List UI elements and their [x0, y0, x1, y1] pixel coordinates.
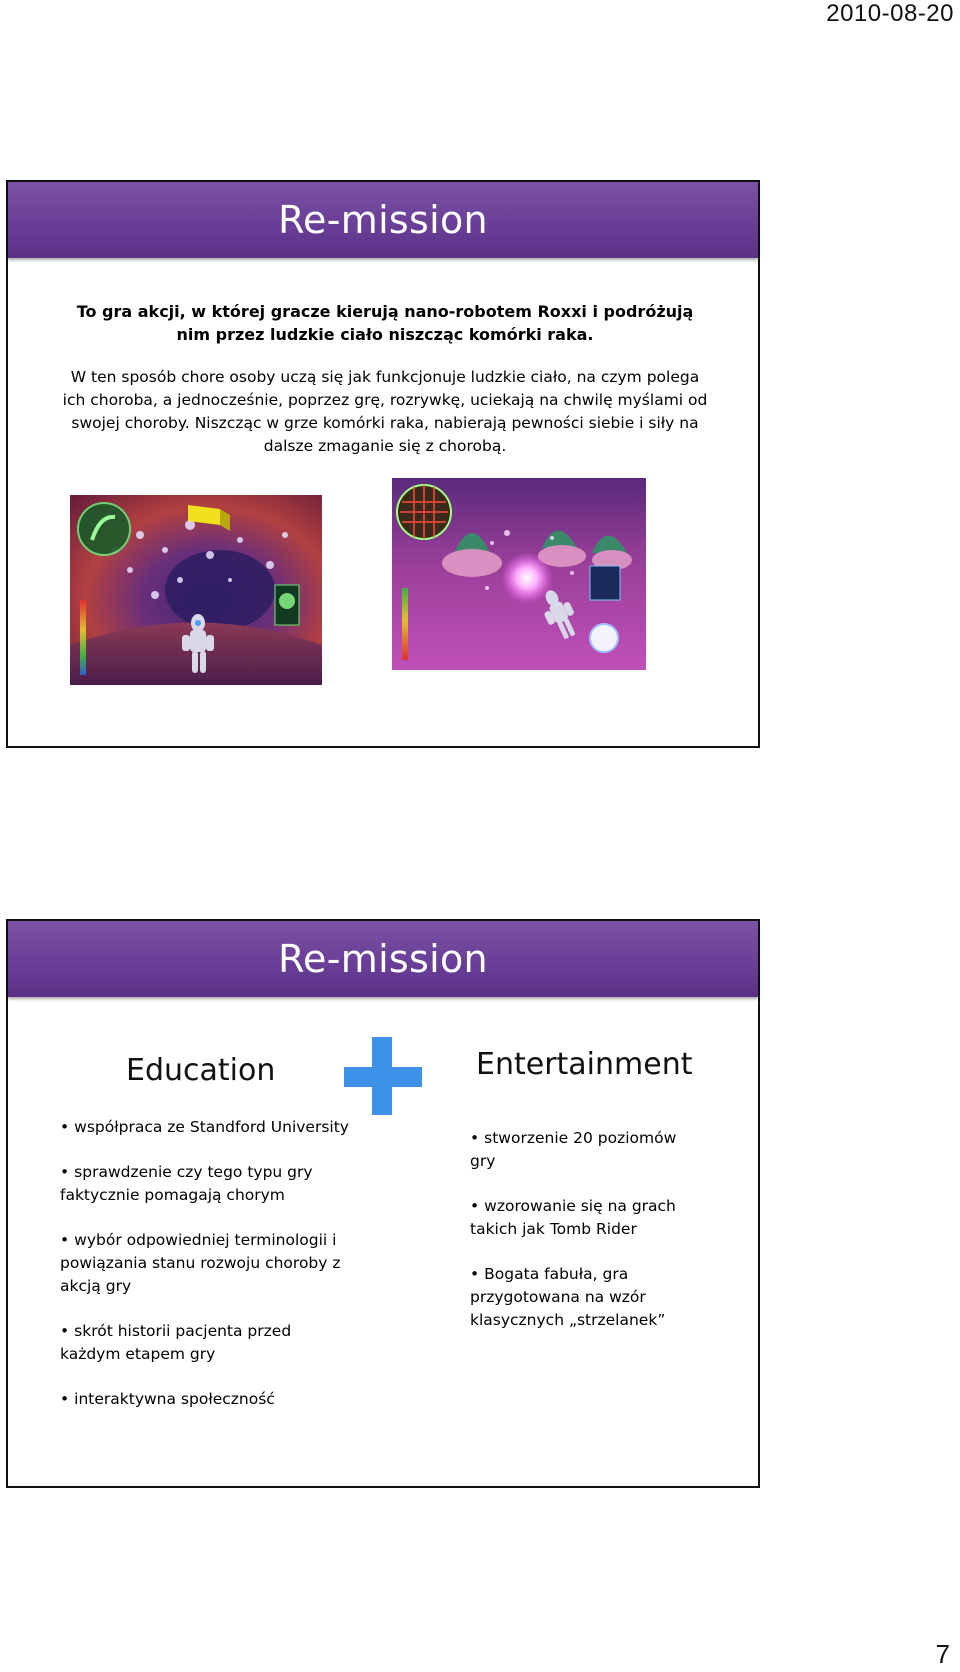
game-screenshot-2	[392, 478, 646, 670]
game-screenshot-1	[70, 495, 322, 685]
slide-1-body: W ten sposób chore osoby uczą się jak funkcjonuje ludzkie ciało, na czym polega ich choroba, a jednocześnie, poprzez grę, rozrywkę, uciekają na chwilę myślami od swojej choroby. Niszcząc w grze komórki raka, nabierają pewności siebie i siły na dalsze zmaganie się z chorobą.	[62, 368, 708, 455]
slide-1-title: Re-mission	[8, 182, 758, 258]
list-item: • sprawdzenie czy tego typu gry faktycznie pomagają chorym	[60, 1161, 350, 1207]
list-item: • stworzenie 20 poziomów gry	[470, 1127, 690, 1173]
list-item: • wybór odpowiedniej terminologii i powiązania stanu rozwoju choroby z akcją gry	[60, 1229, 350, 1298]
list-item: • interaktywna społeczność	[60, 1388, 350, 1411]
list-item: • wzorowanie się na grach takich jak Tomb Rider	[470, 1195, 690, 1241]
slide-1-intro: To gra akcji, w której gracze kierują nano-robotem Roxxi i podróżują nim przez ludzkie ciało niszcząc komórki raka.	[76, 302, 694, 344]
education-list	[60, 1116, 350, 1433]
plus-icon-vertical	[372, 1037, 392, 1115]
page-date: 2010-08-20	[826, 0, 954, 27]
entertainment-list	[470, 1127, 690, 1354]
page-number: 7	[935, 1639, 950, 1669]
slide-1	[6, 180, 760, 748]
list-item: • skrót historii pacjenta przed każdym etapem gry	[60, 1320, 350, 1366]
slide-2	[6, 919, 760, 1488]
entertainment-heading: Entertainment	[476, 1047, 693, 1082]
plus-icon	[344, 1037, 422, 1115]
list-item: • współpraca ze Standford University	[60, 1116, 350, 1139]
list-item: • Bogata fabuła, gra przygotowana na wzór klasycznych „strzelanek”	[470, 1263, 690, 1332]
education-heading: Education	[126, 1053, 276, 1088]
slide-2-title: Re-mission	[8, 921, 758, 997]
